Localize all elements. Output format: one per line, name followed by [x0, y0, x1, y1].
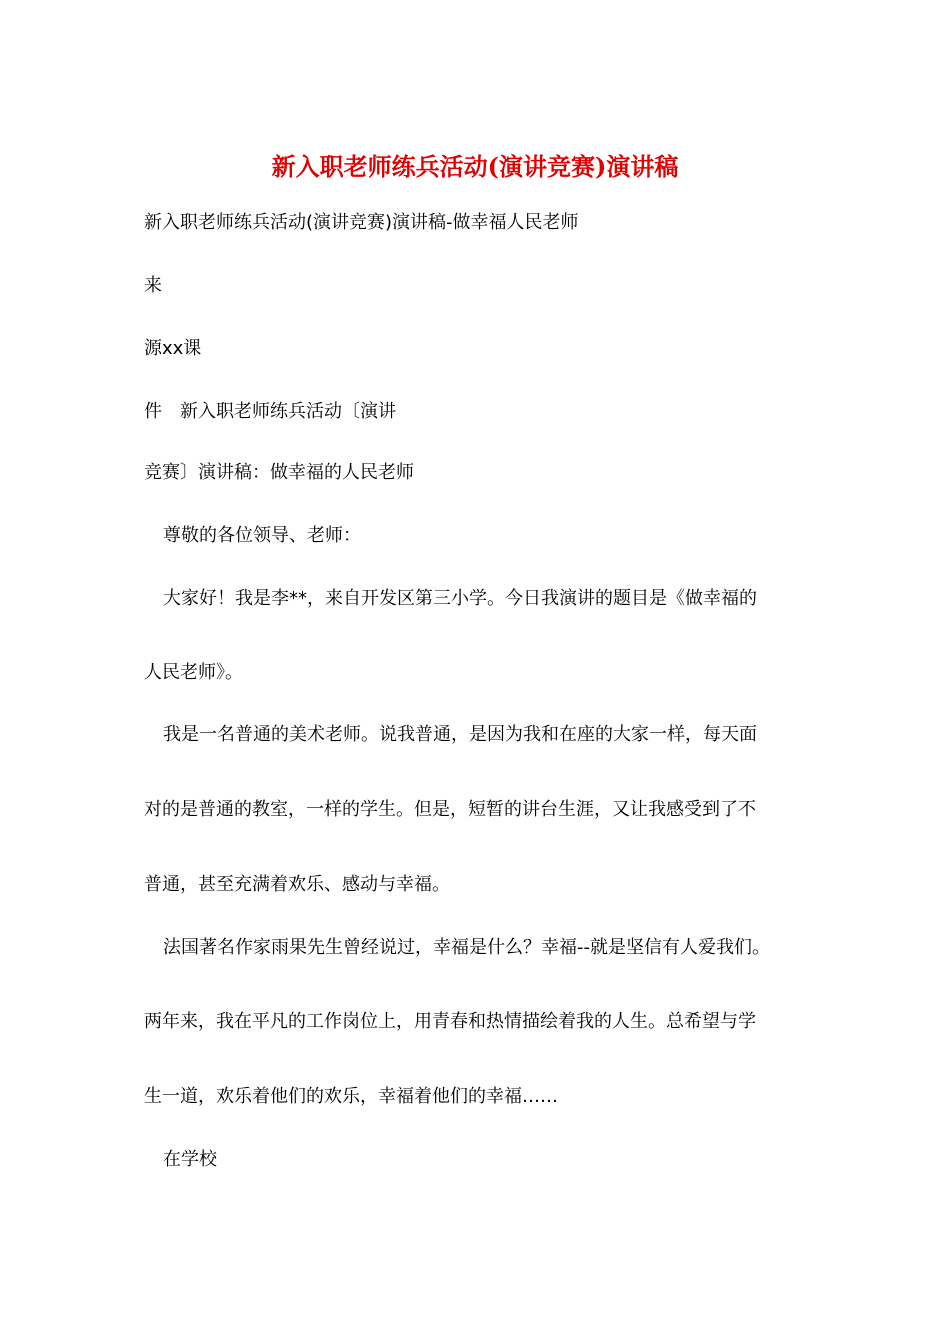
subtitle-line: 新入职老师练兵活动(演讲竞赛)演讲稿-做幸福人民老师: [144, 212, 579, 233]
paragraph-2-line-2: 对的是普通的教室，一样的学生。但是，短暂的讲台生涯，又让我感受到了不: [144, 799, 756, 820]
paragraph-2-line-3: 普通，甚至充满着欢乐、感动与幸福。: [144, 874, 450, 895]
paragraph-3-line-1: 法国著名作家雨果先生曾经说过，幸福是什么？幸福--就是坚信有人爱我们。: [163, 937, 770, 958]
source-line-2: 源xx课: [144, 338, 202, 359]
source-line-3: 件 新入职老师练兵活动〔演讲: [144, 401, 396, 422]
paragraph-1-line-2: 人民老师》。: [144, 662, 243, 683]
salutation: 尊敬的各位领导、老师：: [163, 525, 361, 546]
paragraph-1-line-1: 大家好！我是李**，来自开发区第三小学。今日我演讲的题目是《做幸福的: [163, 588, 757, 609]
paragraph-3-line-2: 两年来，我在平凡的工作岗位上，用青春和热情描绘着我的人生。总希望与学: [144, 1011, 756, 1032]
source-line-4: 竞赛〕演讲稿：做幸福的人民老师: [144, 462, 414, 483]
source-line-1: 来: [144, 275, 162, 296]
paragraph-3-line-3: 生一道，欢乐着他们的欢乐，幸福着他们的幸福……: [144, 1086, 558, 1107]
paragraph-2-line-1: 我是一名普通的美术老师。说我普通，是因为我和在座的大家一样，每天面: [163, 724, 757, 745]
document-title: 新入职老师练兵活动(演讲竞赛)演讲稿: [271, 152, 679, 181]
paragraph-4-line-1: 在学校: [163, 1149, 217, 1170]
